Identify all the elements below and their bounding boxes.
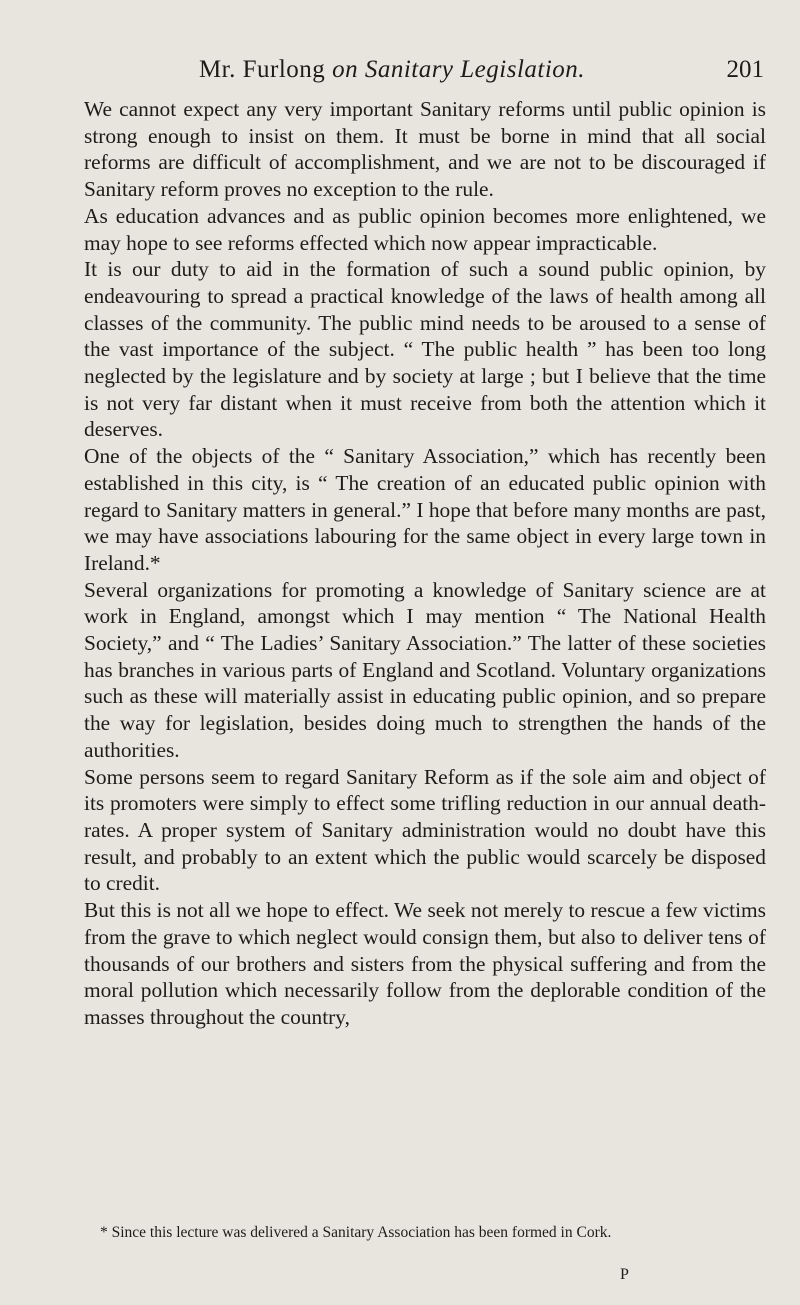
page-number: 201 — [726, 56, 764, 83]
running-head-topic: Sanitary Legislation. — [364, 56, 586, 83]
paragraph: As education advances and as public opinion becomes more enlightened, we may hope to see reforms effected which now appear impracticable. — [84, 203, 766, 255]
signature-mark: P — [620, 1266, 629, 1283]
paragraph: Some persons seem to regard Sanitary Reform as if the sole aim and object of its promoters were simply to effect some trifling reduction in our annual death-rates. A proper system of Sanitary administration would no doubt have this result, and probably to an extent which the public would scarcely be disposed to credit. — [84, 764, 766, 896]
paragraph: It is our duty to aid in the formation of such a sound public opinion, by endeavouring to spread a practical knowledge of the laws of health among all classes of the community. The public mind needs to be aroused to a sense of the vast importance of the subject. “ The public health ” has been too long neglected by the legislature and by society at large ; but I believe that the time is not very far distant when it must receive from both the attention which it deserves. — [84, 257, 766, 442]
paragraph: Several organizations for promoting a knowledge of Sanitary science are at work in England, amongst which I may mention “ The National Health Society,” and “ The Ladies’ Sanitary Association.” The latter of these societies has branches in various parts of England and Scotland. Voluntary organizations such as these will materially assist in educating public opinion, and so prepare the way for legislation, besides doing much to strengthen the hands of the authorities. — [84, 577, 766, 762]
paragraph: We cannot expect any very important Sanitary reforms until public opinion is strong enough to insist on them. It must be borne in mind that all social reforms are difficult of accomplishment, and we are not to be discouraged if Sanitary reform proves no exception to the rule. — [84, 97, 766, 202]
page-header — [84, 56, 764, 86]
running-head-on: on — [332, 56, 359, 83]
footnote: * Since this lecture was delivered a Sanitary Association has been formed in Cork. — [100, 1224, 612, 1241]
running-head-author: Mr. Furlong — [198, 56, 326, 83]
running-head — [84, 56, 700, 84]
paragraph: But this is not all we hope to effect. We seek not merely to rescue a few victims from the grave to which neglect would consign them, but also to deliver tens of thousands of our brothers and sisters from the physical suffering and from the moral pollution which necessarily follow from the deplorable condition of the masses throughout the country, — [84, 898, 766, 1029]
body-text — [84, 96, 766, 1031]
paragraph: One of the objects of the “ Sanitary Association,” which has recently been established in this city, is “ The creation of an educated public opinion with regard to Sanitary matters in general.” I hope that before many months are past, we may have associations labouring for the same object in every large town in Ireland.* — [84, 444, 766, 575]
